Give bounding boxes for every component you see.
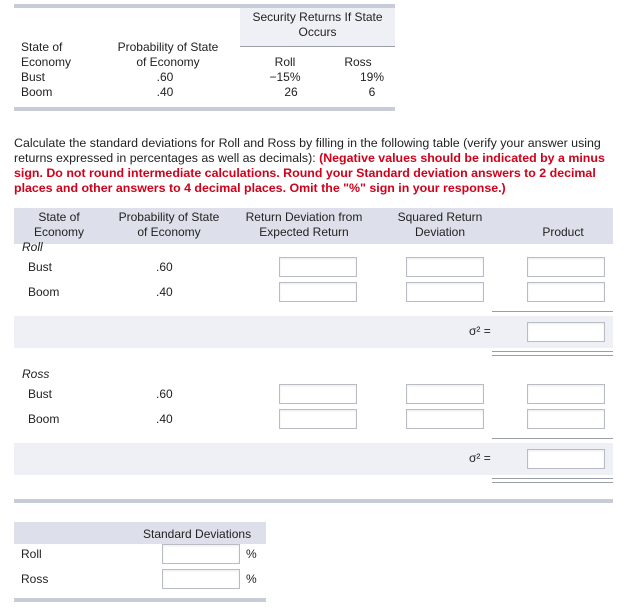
- instructions-emphasis: (Negative values should be indicated by a minus sign. Do not round intermediate calculations. Round your Standard deviation answers to 2 decimal places and other answers to 4 decimal places. Omit the "%" sign in your response.): [14, 151, 605, 195]
- col-ross-header: Ross: [344, 55, 372, 69]
- std-table-bottom-rule: [14, 598, 266, 602]
- row-roll-return: 26: [284, 85, 298, 99]
- ross-bust-squared-deviation-input[interactable]: [406, 384, 484, 404]
- col-prob-header: Probability of State of Economy: [117, 40, 219, 69]
- row-state: Boom: [21, 85, 53, 99]
- ross-standard-deviation-input[interactable]: [162, 569, 240, 589]
- calc-row-prob: .60: [156, 260, 173, 274]
- ross-boom-product-input[interactable]: [527, 409, 605, 429]
- col-state-header: State of Economy: [21, 40, 72, 69]
- top-table-bottom-rule: [14, 107, 395, 111]
- roll-bust-squared-deviation-input[interactable]: [406, 257, 484, 277]
- calc-row-state: Boom: [28, 412, 60, 426]
- roll-variance-label: σ² =: [469, 324, 491, 338]
- calc-row-state: Bust: [28, 260, 53, 274]
- calc-table-bottom-rule: [14, 499, 613, 503]
- section-label-roll: Roll: [22, 240, 43, 254]
- std-row-label-ross: Ross: [21, 572, 49, 586]
- col-roll-header: Roll: [274, 55, 296, 69]
- roll-boom-squared-deviation-input[interactable]: [406, 282, 484, 302]
- ross-double-rule-2: [492, 482, 613, 483]
- std-row-unit-roll: %: [246, 547, 257, 561]
- std-row-unit-ross: %: [246, 572, 257, 586]
- header-group-rule: [240, 46, 395, 47]
- roll-variance-row-bg: [14, 316, 613, 348]
- calc-col-prob-header: Probability of State of Economy: [118, 210, 220, 239]
- ross-variance-input[interactable]: [527, 449, 605, 469]
- roll-boom-product-input[interactable]: [527, 282, 605, 302]
- ross-boom-squared-deviation-input[interactable]: [406, 409, 484, 429]
- calc-col-dev-header: Return Deviation from Expected Return: [245, 210, 363, 239]
- row-ross-return: 6: [368, 85, 376, 99]
- ross-sum-rule: [492, 438, 613, 439]
- roll-variance-input[interactable]: [527, 322, 605, 342]
- roll-sum-rule: [492, 311, 613, 312]
- roll-bust-return-deviation-input[interactable]: [279, 257, 357, 277]
- std-row-label-roll: Roll: [21, 547, 42, 561]
- security-returns-header: Security Returns If State Occurs: [252, 10, 383, 39]
- row-state: Bust: [21, 70, 46, 84]
- calc-row-state: Boom: [28, 285, 60, 299]
- instructions: [14, 136, 634, 196]
- ross-bust-return-deviation-input[interactable]: [279, 384, 357, 404]
- instructions-text: Calculate the standard deviations for Roll and Ross by filling in the following table (verify your answer using returns expressed in percentages as well as decimals):: [14, 136, 601, 165]
- ross-double-rule-1: [492, 478, 613, 479]
- calc-col-state-header: State of Economy: [33, 210, 85, 239]
- ross-variance-label: σ² =: [469, 451, 491, 465]
- calc-row-prob: .40: [156, 285, 173, 299]
- roll-double-rule-1: [492, 351, 613, 352]
- section-label-ross: Ross: [22, 367, 50, 381]
- ross-variance-row-bg: [14, 443, 613, 475]
- roll-bust-product-input[interactable]: [527, 257, 605, 277]
- calc-row-prob: .40: [156, 412, 173, 426]
- std-table-header: Standard Deviations: [143, 527, 252, 541]
- calc-row-state: Bust: [28, 387, 53, 401]
- row-roll-return: −15%: [269, 70, 301, 84]
- roll-standard-deviation-input[interactable]: [162, 544, 240, 564]
- row-ross-return: 19%: [359, 70, 385, 84]
- calc-row-prob: .60: [156, 387, 173, 401]
- calc-col-sq-header: Squared Return Deviation: [397, 210, 483, 239]
- ross-boom-return-deviation-input[interactable]: [279, 409, 357, 429]
- row-prob: .40: [156, 85, 174, 99]
- roll-double-rule-2: [492, 355, 613, 356]
- row-prob: .60: [156, 70, 174, 84]
- roll-boom-return-deviation-input[interactable]: [279, 282, 357, 302]
- calc-col-product-header: Product: [542, 225, 584, 239]
- ross-bust-product-input[interactable]: [527, 384, 605, 404]
